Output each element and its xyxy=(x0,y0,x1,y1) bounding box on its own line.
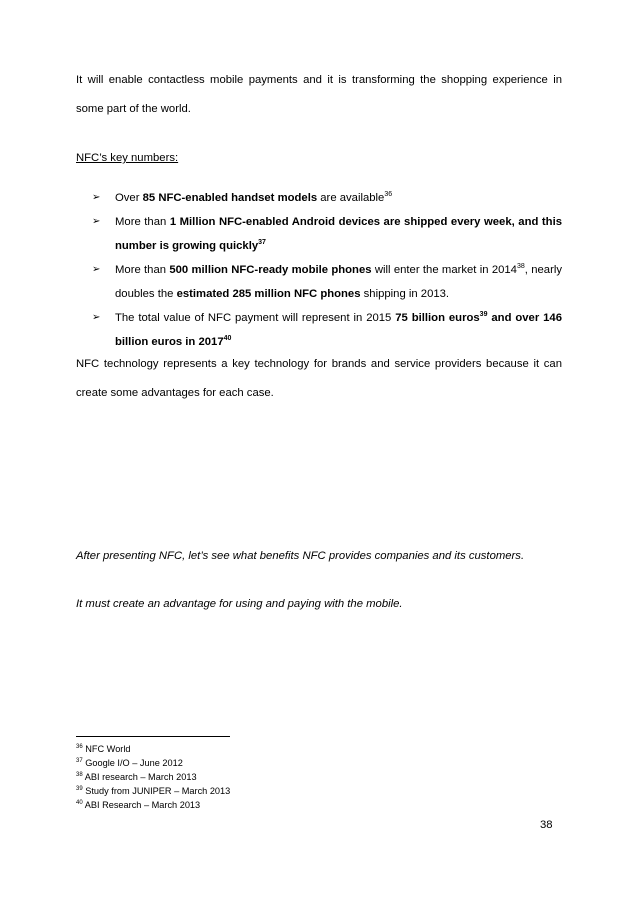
list-item: ➢ More than 1 Million NFC-enabled Android devices are shipped every week, and this number is growing quickly$^{37}$ xyxy=(92,210,562,258)
footnote: $^{38}$ ABI research – March 2013 xyxy=(76,771,197,782)
footnote: $^{36}$ NFC World xyxy=(76,743,131,754)
technology-paragraph: NFC technology represents a key technology for brands and service providers because it can create some advantages for each case. xyxy=(76,358,562,399)
list-item: ➢ The total value of NFC payment will represent in 2015 75 billion euros$^{39}$ and over 146 billion euros in 2017$^{40}$ xyxy=(92,306,562,354)
arrow-bullet-icon: ➢ xyxy=(92,312,101,323)
footnote-separator xyxy=(76,736,230,737)
footnote: $^{39}$ Study from JUNIPER – March 2013 xyxy=(76,785,231,796)
key-numbers-heading: NFC’s key numbers: xyxy=(76,152,179,164)
page-number: 38 xyxy=(540,819,553,831)
footnote-ref: 38 xyxy=(516,263,525,271)
footnotes xyxy=(76,742,230,812)
key-numbers-list xyxy=(92,186,562,354)
arrow-bullet-icon: ➢ xyxy=(92,216,101,227)
arrow-bullet-icon: ➢ xyxy=(92,264,101,275)
footnote: $^{40}$ ABI Research – March 2013 xyxy=(76,799,201,810)
advantage-statement: It must create an advantage for using and paying with the mobile. xyxy=(76,598,403,610)
arrow-bullet-icon: ➢ xyxy=(92,192,101,203)
footnote-ref: 40 xyxy=(223,335,232,343)
footnote-ref: 36 xyxy=(384,191,393,199)
footnote-ref: 37 xyxy=(258,239,266,247)
footnote-ref: 39 xyxy=(479,311,488,319)
footnote: $^{37}$ Google I/O – June 2012 xyxy=(76,757,183,768)
benefits-intro: After presenting NFC, let’s see what benefits NFC provides companies and its customers. xyxy=(76,550,525,562)
list-item: ➢ Over 85 NFC-enabled handset models are available$^{36}$ xyxy=(92,186,562,210)
list-item: ➢ More than 500 million NFC-ready mobile phones will enter the market in 2014$^{38}$, nearly doubles the estimated 285 million NFC phones shipping in 2013. xyxy=(92,258,562,306)
intro-paragraph: It will enable contactless mobile payments and it is transforming the shopping experience in some part of the world. xyxy=(76,74,562,115)
